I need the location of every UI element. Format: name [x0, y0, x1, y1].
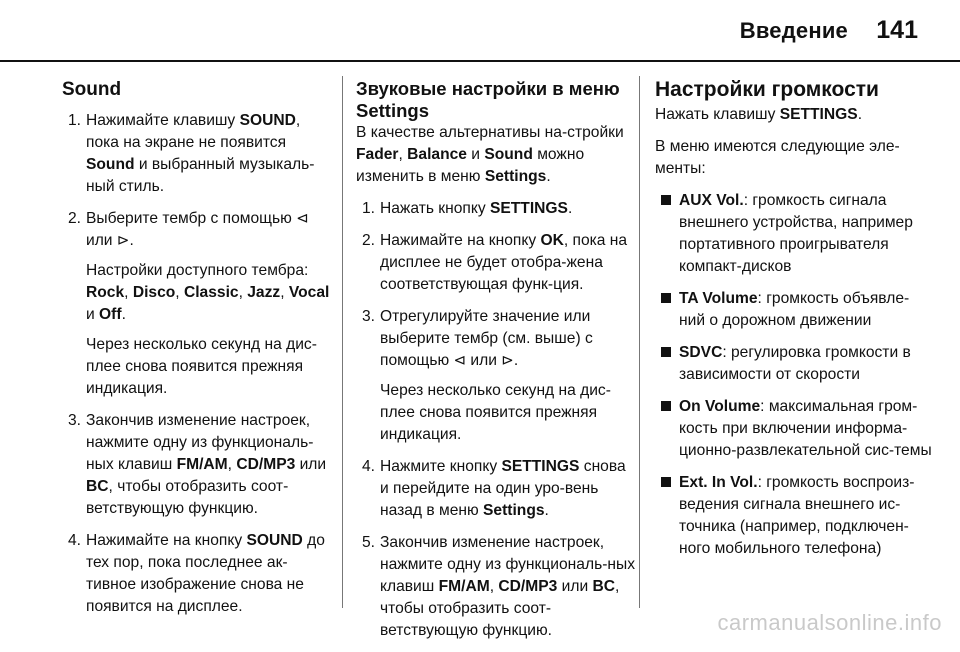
bold-term: Sound: [484, 146, 533, 163]
volume-item: [655, 472, 935, 560]
text-run: или: [86, 232, 117, 249]
section-title-volume: Настройки громкости: [655, 78, 879, 101]
bold-term: Vocal: [288, 284, 330, 301]
step-number: 3.: [362, 308, 376, 325]
chapter-title: Введение: [739, 18, 848, 43]
bold-term: Ext. In Vol.: [679, 474, 758, 491]
bold-term: Off: [99, 306, 122, 323]
column-sound: [62, 72, 332, 628]
step-number: 5.: [362, 534, 376, 551]
text-run: , пока на экране не появится: [86, 112, 301, 151]
step-number: 2.: [68, 210, 82, 227]
text-run: , чтобы отобразить соот-ветствующую функцию.: [86, 478, 289, 517]
step-number: 1.: [68, 112, 82, 129]
step-text: [86, 410, 332, 520]
text-run: .: [513, 352, 519, 369]
text-run: .: [546, 168, 551, 185]
text-run: до тех пор, пока последнее ак-тивное изображение снова не появится на дисплее.: [86, 532, 325, 615]
text-run: ,: [175, 284, 184, 301]
text-run: .: [121, 306, 126, 323]
settings-sound-intro: [356, 122, 636, 188]
text-run: .: [129, 232, 134, 249]
step-text: [380, 230, 636, 296]
sound-steps-list: [62, 110, 332, 618]
text-run: Нажимайте на кнопку: [380, 232, 541, 249]
step-number: 1.: [362, 200, 376, 217]
volume-item: [655, 396, 935, 462]
volume-item-text: [679, 474, 914, 557]
bold-term: SETTINGS: [489, 200, 568, 217]
text-run: или: [557, 578, 593, 595]
bold-term: BC: [592, 578, 616, 595]
text-run: В меню имеются следующие эле-менты:: [655, 138, 900, 177]
text-run: ,: [398, 146, 408, 163]
text-run: можно изменить в меню: [356, 146, 585, 185]
text-run: , пока на дисплее не будет отобра-жена соответствующая функ-ция.: [380, 232, 628, 293]
volume-intro-2: [655, 136, 935, 180]
arrow-right-icon: ⊳: [116, 232, 130, 249]
section-title-settings-sound: Звуковые настройки в меню Settings: [356, 78, 620, 121]
square-bullet-icon: [661, 401, 671, 411]
watermark-text: carmanualsonline.info: [717, 610, 942, 635]
step-text: [380, 456, 636, 522]
step-text: [86, 208, 332, 252]
bold-term: CD/MP3: [236, 456, 296, 473]
bold-term: Settings: [483, 502, 545, 519]
text-run: ,: [280, 284, 289, 301]
text-run: Выберите тембр с помощью: [86, 210, 297, 227]
bold-term: SETTINGS: [779, 106, 858, 123]
volume-item-text: [679, 344, 911, 383]
bold-term: SOUND: [239, 112, 296, 129]
bold-term: Sound: [86, 156, 135, 173]
step-number: 4.: [68, 532, 82, 549]
text-run: Нажать кнопку: [380, 200, 490, 217]
settings-sound-step-1: [356, 198, 636, 220]
bold-term: Settings: [484, 168, 547, 185]
text-run: Отрегулируйте значение или выберите тембр (см. выше) с помощью: [380, 308, 593, 369]
text-run: .: [544, 502, 549, 519]
text-run: Нажать клавишу: [655, 106, 780, 123]
step-text: [380, 198, 636, 220]
step-number: 3.: [68, 412, 82, 429]
arrow-left-icon: ⊲: [453, 352, 467, 369]
square-bullet-icon: [661, 347, 671, 357]
text-run: : громкость сигнала внешнего устройства, например портативного проигрывателя компакт-дисков: [679, 192, 913, 275]
text-run: Через несколько секунд на дис-плее снова появится прежняя индикация.: [86, 336, 317, 397]
column-divider-2: [639, 76, 640, 608]
text-run: снова и перейдите на один уро-вень назад в меню: [380, 458, 626, 519]
volume-item: [655, 342, 935, 386]
volume-item-text: [679, 192, 913, 275]
text-run: Закончив изменение настроек, нажмите одну из функциональ-ных клавиш: [380, 534, 635, 595]
sound-step-1: [62, 110, 332, 198]
bold-term: Disco: [132, 284, 176, 301]
text-run: Закончив изменение настроек, нажмите одну из функциональ-ных клавиш: [86, 412, 314, 473]
step-text: [86, 260, 332, 326]
text-run: ,: [227, 456, 237, 473]
text-run: или: [295, 456, 327, 473]
text-run: .: [567, 200, 573, 217]
column-divider-1: [342, 76, 343, 608]
bold-term: FM/AM: [176, 456, 228, 473]
page-header: [0, 0, 960, 56]
column-volume-settings: [655, 72, 935, 570]
bold-term: TA Volume: [679, 290, 758, 307]
watermark: [0, 610, 960, 636]
text-run: Настройки доступного тембра:: [86, 262, 309, 279]
step-text: [380, 306, 636, 372]
volume-item: [655, 190, 935, 278]
bold-term: Rock: [86, 284, 125, 301]
bold-term: SDVC: [679, 344, 723, 361]
text-run: : громкость воспроиз-ведения сигнала внешнего ис-точника (например, подключен-ного мобильного телефона): [679, 474, 915, 557]
sound-step-4: [62, 530, 332, 618]
text-run: .: [857, 106, 863, 123]
step-text: [86, 110, 332, 198]
text-run: и: [466, 146, 485, 163]
square-bullet-icon: [661, 195, 671, 205]
volume-item: [655, 288, 935, 332]
bold-term: Fader: [356, 146, 399, 163]
step-number: 4.: [362, 458, 376, 475]
step-text: [86, 334, 332, 400]
bold-term: Jazz: [247, 284, 281, 301]
text-run: : максимальная гром-кость при включении информа-ционно-развлекательной сис-темы: [679, 398, 932, 459]
header-rule: [0, 60, 960, 62]
settings-sound-step-4: [356, 456, 636, 522]
text-run: ,: [124, 284, 133, 301]
step-text: [380, 380, 636, 446]
text-run: ,: [238, 284, 248, 301]
column-settings-sound: [356, 72, 636, 652]
settings-sound-step-2: [356, 230, 636, 296]
text-run: или: [466, 352, 502, 369]
text-run: , чтобы отобразить соот-ветствующую функцию.: [380, 578, 620, 639]
text-run: Нажимайте клавишу: [86, 112, 240, 129]
step-text: [86, 530, 332, 618]
text-run: : регулировка громкости в зависимости от скорости: [679, 344, 911, 383]
section-title-sound: Sound: [62, 79, 122, 100]
text-run: Через несколько секунд на дис-плее снова появится прежняя индикация.: [380, 382, 611, 443]
text-run: и: [86, 306, 100, 323]
bold-term: OK: [540, 232, 564, 249]
text-run: Нажимайте на кнопку: [86, 532, 247, 549]
volume-items-list: [655, 190, 935, 560]
bold-term: AUX Vol.: [679, 192, 744, 209]
text-run: ,: [489, 578, 499, 595]
page-number: 141: [876, 16, 918, 44]
bold-term: FM/AM: [438, 578, 490, 595]
arrow-left-icon: ⊲: [296, 210, 309, 227]
step-number: 2.: [362, 232, 376, 249]
bold-term: SETTINGS: [501, 458, 580, 475]
bold-term: On Volume: [679, 398, 761, 415]
text-run: и выбранный музыкаль-ный стиль.: [86, 156, 315, 195]
bold-term: BC: [86, 478, 109, 495]
bold-term: CD/MP3: [498, 578, 558, 595]
bold-term: Balance: [407, 146, 467, 163]
volume-item-text: [679, 398, 932, 459]
text-run: : громкость объявле-ний о дорожном движении: [679, 290, 910, 329]
square-bullet-icon: [661, 293, 671, 303]
volume-intro-1: [655, 104, 935, 126]
bold-term: SOUND: [246, 532, 303, 549]
text-run: Нажмите кнопку: [380, 458, 502, 475]
volume-item-text: [679, 290, 909, 329]
settings-sound-step-3: [356, 306, 636, 446]
arrow-right-icon: ⊳: [501, 352, 514, 369]
bold-term: Classic: [183, 284, 239, 301]
text-run: В качестве альтернативы на-стройки: [356, 124, 624, 141]
settings-sound-steps-list: [356, 198, 636, 642]
sound-step-2: [62, 208, 332, 400]
sound-step-3: [62, 410, 332, 520]
square-bullet-icon: [661, 477, 671, 487]
